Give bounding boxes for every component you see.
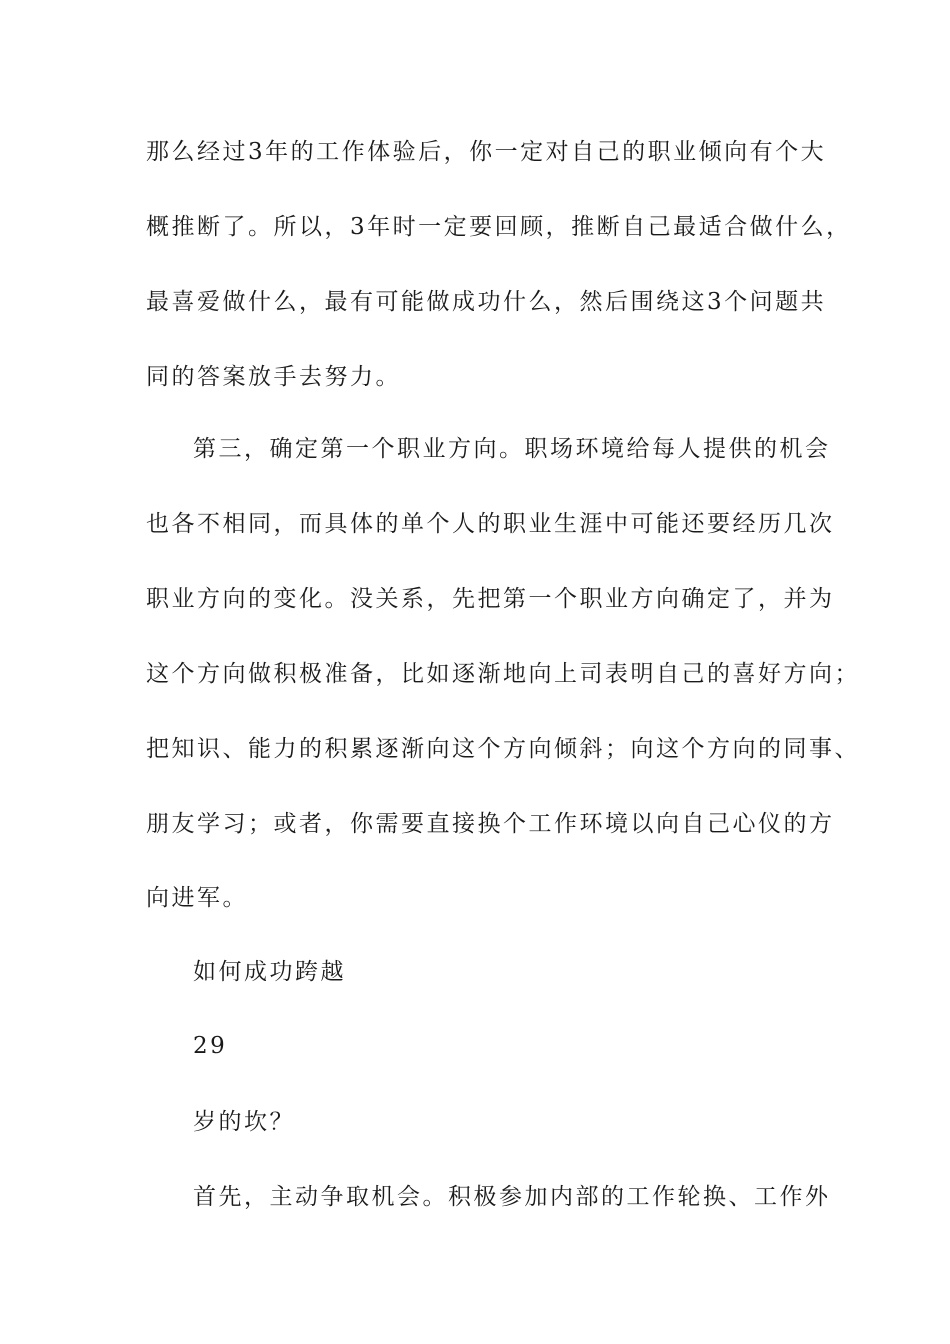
paragraph-line: 这个方向做积极准备，比如逐渐地向上司表明自己的喜好方向； bbox=[146, 661, 860, 687]
paragraph-line: 第三，确定第一个职业方向。职场环境给每人提供的机会 bbox=[193, 436, 831, 462]
paragraph-line: 首先，主动争取机会。积极参加内部的工作轮换、工作外 bbox=[193, 1184, 831, 1210]
section-heading: 岁的坎？ bbox=[193, 1109, 295, 1135]
paragraph-line: 同的答案放手去努力。 bbox=[146, 364, 401, 390]
paragraph-line: 朋友学习；或者，你需要直接换个工作环境以向自己心仪的方 bbox=[146, 811, 835, 837]
paragraph-line: 最喜爱做什么，最有可能做成功什么，然后围绕这3个问题共 bbox=[146, 289, 827, 315]
paragraph-line: 把知识、能力的积累逐渐向这个方向倾斜；向这个方向的同事、 bbox=[146, 736, 860, 762]
paragraph-line: 也各不相同，而具体的单个人的职业生涯中可能还要经历几次 bbox=[146, 511, 835, 537]
paragraph-line: 概推断了。所以，3年时一定要回顾，推断自己最适合做什么， bbox=[146, 214, 852, 240]
paragraph-line: 向进军。 bbox=[146, 885, 248, 911]
paragraph-line: 职业方向的变化。没关系，先把第一个职业方向确定了，并为 bbox=[146, 586, 835, 612]
section-heading: 29 bbox=[193, 1033, 228, 1059]
section-heading: 如何成功跨越 bbox=[193, 959, 346, 985]
paragraph-line: 那么经过3年的工作体验后，你一定对自己的职业倾向有个大 bbox=[146, 139, 827, 165]
